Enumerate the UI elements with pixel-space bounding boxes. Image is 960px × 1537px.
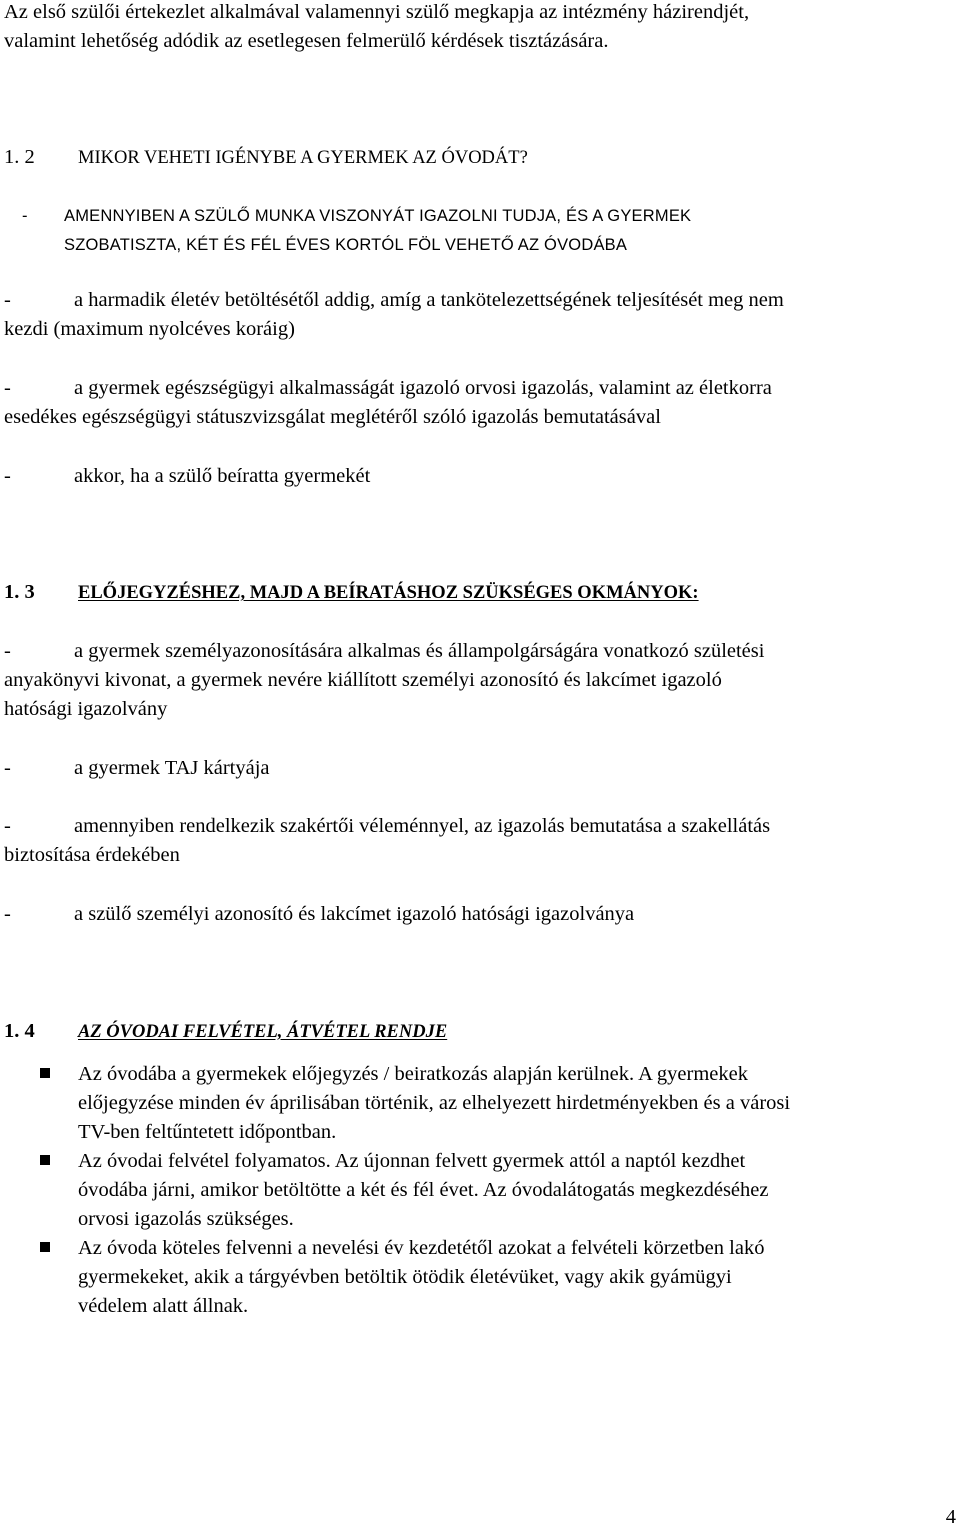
list-item-dash: - [4, 377, 11, 399]
section-title: MIKOR VEHETI IGÉNYBE A GYERMEK AZ ÓVODÁT? [78, 148, 528, 168]
bullet-square-icon [40, 1155, 50, 1165]
page-number: 4 [945, 1506, 956, 1528]
intro-line-1: Az első szülői értekezlet alkalmával valamennyi szülő megkapja az intézmény házirendjét, [4, 1, 750, 23]
list-item-line-1: a szülő személyi azonosító és lakcímet igazoló hatósági igazolványa [74, 903, 635, 925]
intro-line-2: valamint lehetőség adódik az esetlegesen felmerülő kérdések tisztázására. [4, 30, 609, 52]
list-item-dash: - [4, 465, 11, 487]
list-item-line-2: anyakönyvi kivonat, a gyermek nevére kiállított személyi azonosító és lakcímet igazoló [4, 669, 722, 691]
bullet-line-2: gyermekeket, akik a tárgyévben betöltik ötödik életévüket, vagy akik gyámügyi [78, 1266, 732, 1288]
section-1-4-heading [4, 1017, 954, 1046]
list-item-line-1: amennyiben rendelkezik szakértői véleménnyel, az igazolás bemutatása a szakellátás [74, 815, 771, 837]
section-title: AZ ÓVODAI FELVÉTEL, ÁTVÉTEL RENDJE [78, 1022, 448, 1042]
bullet-line-2: óvodába járni, amikor betöltötte a két és fél évet. Az óvodalátogatás megkezdéséhez [78, 1179, 769, 1201]
bullet-item [0, 1147, 956, 1237]
section-1-3-heading [4, 578, 954, 607]
section-title: ELŐJEGYZÉSHEZ, MAJD A BEÍRATÁSHOZ SZÜKSÉGES OKMÁNYOK: [78, 583, 699, 603]
list-item-line-1: a gyermek TAJ kártyája [74, 757, 270, 779]
list-item-line-2: esedékes egészségügyi státuszvizsgálat meglétéről szóló igazolás bemutatásával [4, 406, 661, 428]
list-item-line-1: a gyermek egészségügyi alkalmasságát igazoló orvosi igazolás, valamint az életkorra [74, 377, 772, 399]
bullet-line-1: Az óvoda köteles felvenni a nevelési év kezdetétől azokat a felvételi körzetben lakó [78, 1237, 765, 1259]
list-item-line-1: a harmadik életév betöltésétől addig, amíg a tankötelezettségének teljesítését meg nem [74, 289, 784, 311]
list-item-dash: - [4, 815, 11, 837]
list-item-line-2: kezdi (maximum nyolcéves koráig) [4, 318, 295, 340]
bullet-line-2: előjegyzése minden év áprilisában történik, az elhelyezett hirdetményekben és a városi [78, 1092, 791, 1114]
section-number: 1. 3 [4, 581, 35, 603]
subhead-line-2: SZOBATISZTA, KÉT ÉS FÉL ÉVES KORTÓL FÖL VEHETŐ AZ ÓVODÁBA [64, 236, 628, 254]
list-item-line-2: biztosítása érdekében [4, 844, 180, 866]
bullet-line-1: Az óvodai felvétel folyamatos. Az újonnan felvett gyermek attól a naptól kezdhet [78, 1150, 746, 1172]
list-item-dash: - [4, 289, 11, 311]
list-item-line-3: hatósági igazolvány [4, 698, 168, 720]
section-number: 1. 2 [4, 146, 35, 168]
bullet-line-3: orvosi igazolás szükséges. [78, 1208, 294, 1230]
bullet-item [0, 1234, 956, 1324]
section-1-2-heading [4, 143, 954, 172]
bullet-line-1: Az óvodába a gyermekek előjegyzés / beiratkozás alapján kerülnek. A gyermekek [78, 1063, 748, 1085]
list-item-dash: - [4, 903, 11, 925]
list-item-line-1: akkor, ha a szülő beíratta gyermekét [74, 465, 371, 487]
bullet-line-3: védelem alatt állnak. [78, 1295, 249, 1317]
bullet-square-icon [40, 1242, 50, 1252]
list-item-line-1: a gyermek személyazonosítására alkalmas és állampolgárságára vonatkozó születési [74, 640, 765, 662]
list-item-dash: - [4, 757, 11, 779]
bullet-line-3: TV-ben feltűntetett időpontban. [78, 1121, 337, 1143]
subhead-dash: - [22, 207, 28, 225]
list-item-dash: - [4, 640, 11, 662]
subhead-line-1: AMENNYIBEN A SZÜLŐ MUNKA VISZONYÁT IGAZOLNI TUDJA, ÉS A GYERMEK [64, 207, 692, 225]
section-number: 1. 4 [4, 1020, 35, 1042]
bullet-item [0, 1060, 956, 1150]
bullet-square-icon [40, 1068, 50, 1078]
